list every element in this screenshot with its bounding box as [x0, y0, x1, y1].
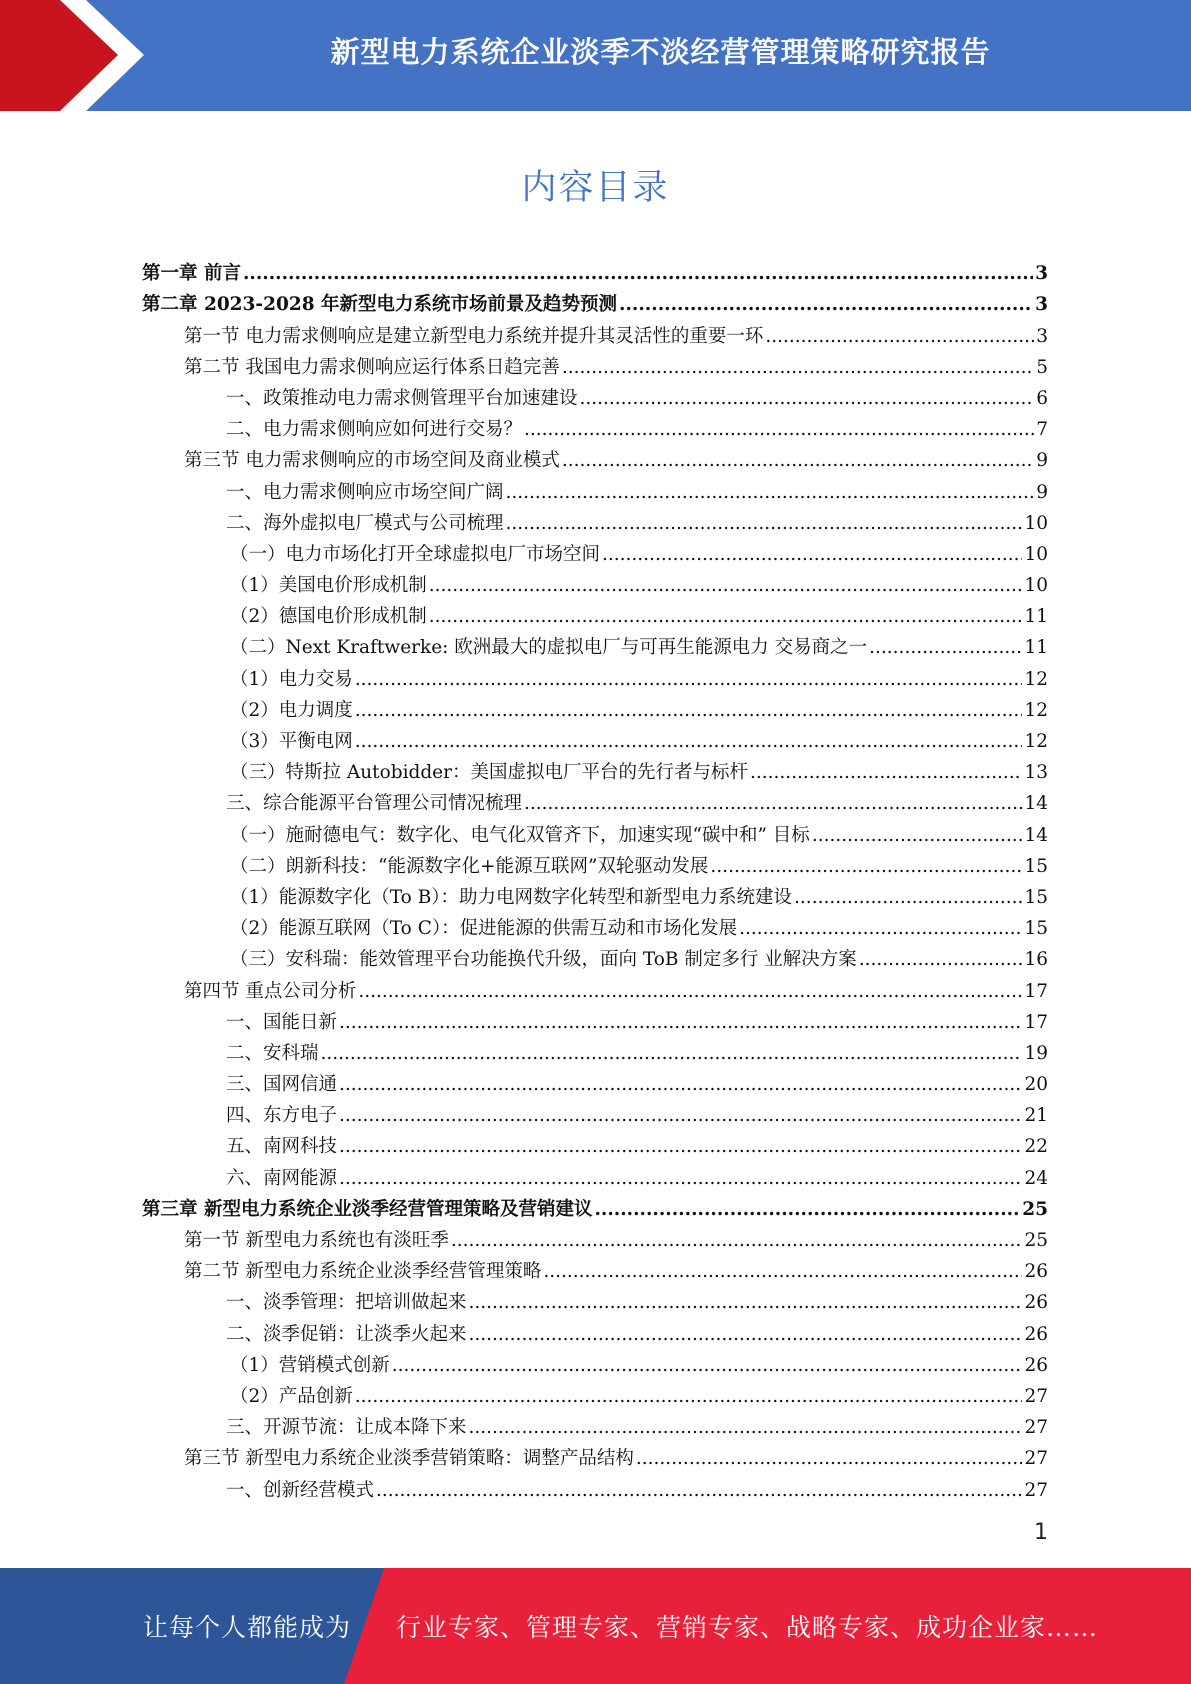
toc-entry-page: 15 [1024, 918, 1048, 940]
toc-entry[interactable] [142, 1128, 1048, 1159]
toc-entry-page: 27 [1024, 1479, 1048, 1501]
toc-entry-text: 一、淡季管理：把培训做起来 [226, 1292, 467, 1314]
toc-entry-text: （三）安科瑞：能效管理平台功能换代升级，面向 ToB 制定多行 业解决方案 [230, 949, 857, 971]
toc-entry-text: （2）能源互联网（To C）：促进能源的供需互动和市场化发展 [230, 918, 738, 940]
toc-entry-page: 27 [1024, 1385, 1048, 1407]
toc-entry-text: 第三节 电力需求侧响应的市场空间及商业模式 [184, 450, 560, 472]
toc-entry[interactable] [142, 442, 1048, 473]
toc-entry[interactable] [142, 941, 1048, 972]
toc-entry-text: 第一节 新型电力系统也有淡旺季 [184, 1230, 449, 1251]
toc-entry[interactable] [142, 785, 1048, 816]
toc-entry-page: 16 [1024, 949, 1048, 971]
toc-leader-dots [339, 1104, 1022, 1128]
toc-entry-text: 四、东方电子 [226, 1105, 338, 1127]
toc-entry-text: 第四节 重点公司分析 [184, 980, 357, 1002]
toc-leader-dots [469, 1416, 1023, 1440]
toc-leader-dots [376, 1479, 1022, 1503]
toc-entry-page: 11 [1024, 637, 1048, 659]
toc-entry-page: 26 [1024, 1354, 1048, 1376]
toc-entry[interactable] [142, 1004, 1048, 1035]
toc-entry[interactable] [142, 848, 1048, 879]
toc-entry[interactable] [142, 1159, 1048, 1190]
footer-slogan-right: 行业专家、管理专家、营销专家、战略专家、成功企业家…… [396, 1613, 1099, 1642]
toc-entry-text: 二、海外虚拟电厂模式与公司梳理 [226, 512, 504, 534]
toc-entry-text: 五、南网科技 [226, 1136, 338, 1158]
toc-entry[interactable] [142, 349, 1048, 380]
toc-entry[interactable] [142, 317, 1048, 348]
toc-leader-dots [355, 699, 1023, 723]
toc-entry-page: 12 [1024, 699, 1048, 721]
toc-entry-page: 7 [1036, 419, 1048, 441]
toc-leader-dots [355, 730, 1023, 754]
toc-entry-text: 六、南网能源 [226, 1167, 338, 1189]
toc-entry[interactable] [142, 473, 1048, 504]
toc-entry[interactable] [142, 1191, 1048, 1222]
toc-leader-dots [355, 668, 1023, 692]
toc-entry-page: 12 [1024, 731, 1048, 752]
toc-leader-dots [739, 917, 1022, 941]
toc-leader-dots [339, 1135, 1022, 1159]
report-title: 新型电力系统企业淡季不淡经营管理策略研究报告 [330, 34, 991, 69]
toc-entry-page: 20 [1024, 1074, 1048, 1096]
toc-entry-text: （1）美国电价形成机制 [230, 575, 427, 597]
toc-entry-page: 14 [1024, 793, 1048, 815]
toc-entry-text: 第三章 新型电力系统企业淡季经营管理策略及营销建议 [142, 1198, 593, 1220]
toc-entry-page: 9 [1036, 481, 1048, 503]
toc-leader-dots [506, 512, 1023, 536]
toc-entry-page: 27 [1024, 1448, 1048, 1470]
toc-leader-dots [794, 886, 1022, 910]
toc-leader-dots [429, 574, 1023, 598]
toc-entry-page: 3 [1035, 263, 1048, 285]
toc-entry-page: 26 [1024, 1292, 1048, 1314]
toc-leader-dots [451, 1229, 1023, 1253]
toc-entry-text: 一、国能日新 [226, 1011, 338, 1033]
toc-entry-text: 第一章 前言 [142, 263, 241, 285]
toc-entry[interactable] [142, 1315, 1048, 1346]
toc-leader-dots [636, 1447, 1023, 1471]
toc-leader-dots [594, 1198, 1020, 1222]
toc-entry[interactable] [142, 286, 1048, 317]
toc-entry-text: 三、开源节流：让成本降下来 [226, 1417, 467, 1439]
toc-entry[interactable] [142, 505, 1048, 536]
toc-entry-text: 一、政策推动电力需求侧管理平台加速建设 [226, 387, 578, 409]
toc-entry[interactable] [142, 1378, 1048, 1409]
toc-leader-dots [562, 356, 1034, 380]
toc-entry-text: （二）朗新科技：“能源数字化+能源互联网”双轮驱动发展 [230, 855, 709, 877]
toc-entry-text: （三）特斯拉 Autobidder：美国虚拟电厂平台的先行者与标杆 [230, 762, 748, 784]
toc-entry-page: 6 [1036, 387, 1048, 409]
toc-leader-dots [543, 1260, 1022, 1284]
toc-entry-text: 三、国网信通 [226, 1074, 338, 1096]
header-band [0, 0, 1191, 111]
toc-entry-page: 17 [1024, 980, 1048, 1002]
toc-entry[interactable] [142, 411, 1048, 442]
toc-leader-dots [812, 824, 1023, 848]
toc-entry-text: （2）产品创新 [230, 1385, 353, 1407]
toc-leader-dots [506, 481, 1035, 505]
chevron-arrow-icon [0, 0, 160, 111]
toc-entry[interactable] [142, 1066, 1048, 1097]
footer-band [0, 1568, 1191, 1684]
toc-entry[interactable] [142, 380, 1048, 411]
toc-entry[interactable] [142, 1440, 1048, 1471]
toc-leader-dots [339, 1167, 1022, 1191]
toc-entry-page: 15 [1024, 886, 1048, 908]
toc-entry-page: 3 [1036, 325, 1048, 347]
toc-entry[interactable] [142, 598, 1048, 629]
toc-entry-text: （2）德国电价形成机制 [230, 606, 427, 628]
toc-entry[interactable] [142, 567, 1048, 598]
toc-entry-text: 二、电力需求侧响应如何进行交易？ [226, 419, 523, 441]
toc-leader-dots [750, 761, 1022, 785]
toc-entry-page: 25 [1022, 1198, 1048, 1220]
toc-leader-dots [243, 262, 1033, 286]
toc-entry[interactable] [142, 629, 1048, 660]
toc-entry-text: 一、创新经营模式 [226, 1479, 375, 1501]
toc-leader-dots [339, 1073, 1022, 1097]
toc-leader-dots [859, 948, 1023, 972]
toc-entry-page: 15 [1024, 855, 1048, 877]
toc-entry-text: （二）Next Kraftwerke: 欧洲最大的虚拟电厂与可再生能源电力 交易商之一 [230, 637, 868, 659]
toc-entry-text: 第二节 新型电力系统企业淡季经营管理策略 [184, 1261, 542, 1283]
toc-entry[interactable] [142, 1409, 1048, 1440]
toc-entry-page: 13 [1024, 762, 1048, 784]
toc-entry[interactable] [142, 910, 1048, 941]
toc-entry-text: （一）施耐德电气：数字化、电气化双管齐下，加速实现“碳中和” 目标 [230, 824, 810, 846]
toc-leader-dots [602, 543, 1022, 567]
toc-entry-page: 10 [1024, 575, 1048, 597]
toc-leader-dots [765, 325, 1034, 349]
toc-entry-text: （1）能源数字化（To B）：助力电网数字化转型和新型电力系统建设 [230, 886, 793, 908]
toc-leader-dots [321, 1042, 1023, 1066]
toc-entry-text: 第二章 2023-2028 年新型电力系统市场前景及趋势预测 [142, 294, 618, 316]
toc-entry-page: 11 [1024, 606, 1048, 628]
toc-entry-page: 17 [1024, 1011, 1048, 1033]
toc-entry-page: 14 [1024, 824, 1048, 846]
footer-slogan-left: 让每个人都能成为 [143, 1613, 352, 1642]
toc-entry-text: 二、淡季促销：让淡季火起来 [226, 1323, 467, 1345]
toc-entry[interactable] [142, 692, 1048, 723]
toc-leader-dots [710, 855, 1022, 879]
toc-leader-dots [392, 1354, 1023, 1378]
toc-entry[interactable] [142, 723, 1048, 754]
toc-leader-dots [358, 980, 1022, 1004]
toc-entry-page: 10 [1024, 543, 1048, 565]
toc-entry-text: 第三节 新型电力系统企业淡季营销策略：调整产品结构 [184, 1448, 634, 1470]
toc-entry[interactable] [142, 1253, 1048, 1284]
toc-leader-dots [524, 792, 1022, 816]
toc-entry-text: （3）平衡电网 [230, 731, 353, 752]
toc-entry-text: （2）电力调度 [230, 699, 353, 721]
toc-entry-page: 10 [1024, 512, 1048, 534]
toc-entry-text: 第二节 我国电力需求侧响应运行体系日趋完善 [184, 356, 560, 378]
toc-entry-page: 25 [1024, 1230, 1048, 1251]
toc-entry[interactable] [142, 536, 1048, 567]
table-of-contents [142, 255, 1048, 1503]
toc-entry-text: （一）电力市场化打开全球虚拟电厂市场空间 [230, 543, 601, 565]
toc-entry[interactable] [142, 1222, 1048, 1253]
toc-leader-dots [355, 1385, 1023, 1409]
toc-entry[interactable] [142, 754, 1048, 785]
toc-entry-page: 24 [1024, 1167, 1048, 1189]
toc-heading: 内容目录 [521, 168, 670, 208]
toc-entry[interactable] [142, 1471, 1048, 1502]
toc-leader-dots [429, 605, 1023, 629]
toc-entry[interactable] [142, 1035, 1048, 1066]
toc-leader-dots [469, 1291, 1023, 1315]
toc-leader-dots [580, 387, 1035, 411]
toc-entry[interactable] [142, 972, 1048, 1003]
toc-entry[interactable] [142, 879, 1048, 910]
toc-leader-dots [469, 1323, 1023, 1347]
toc-entry[interactable] [142, 1284, 1048, 1315]
toc-entry-page: 22 [1024, 1136, 1048, 1158]
toc-entry[interactable] [142, 1347, 1048, 1378]
toc-entry-text: （1）营销模式创新 [230, 1354, 390, 1376]
toc-entry-text: 二、安科瑞 [226, 1042, 319, 1064]
toc-entry-text: 三、综合能源平台管理公司情况梳理 [226, 793, 523, 815]
toc-entry-page: 12 [1024, 668, 1048, 690]
toc-entry[interactable] [142, 660, 1048, 691]
toc-leader-dots [339, 1011, 1022, 1035]
toc-entry-page: 26 [1024, 1323, 1048, 1345]
toc-entry[interactable] [142, 255, 1048, 286]
toc-entry-page: 26 [1024, 1261, 1048, 1283]
toc-leader-dots [562, 449, 1034, 473]
page-number: 1 [1034, 1520, 1048, 1545]
toc-entry-text: 一、电力需求侧响应市场空间广阔 [226, 481, 504, 503]
toc-leader-dots [619, 293, 1033, 317]
toc-entry[interactable] [142, 816, 1048, 847]
toc-entry-page: 21 [1024, 1105, 1048, 1127]
toc-entry-page: 9 [1036, 450, 1048, 472]
toc-leader-dots [869, 636, 1022, 660]
toc-entry-text: （1）电力交易 [230, 668, 353, 690]
toc-entry-page: 19 [1024, 1042, 1048, 1064]
toc-leader-dots [524, 418, 1034, 442]
toc-entry-page: 3 [1035, 294, 1048, 316]
toc-entry[interactable] [142, 1097, 1048, 1128]
toc-entry-text: 第一节 电力需求侧响应是建立新型电力系统并提升其灵活性的重要一环 [184, 325, 764, 347]
toc-entry-page: 27 [1024, 1417, 1048, 1439]
toc-entry-page: 5 [1036, 356, 1048, 378]
